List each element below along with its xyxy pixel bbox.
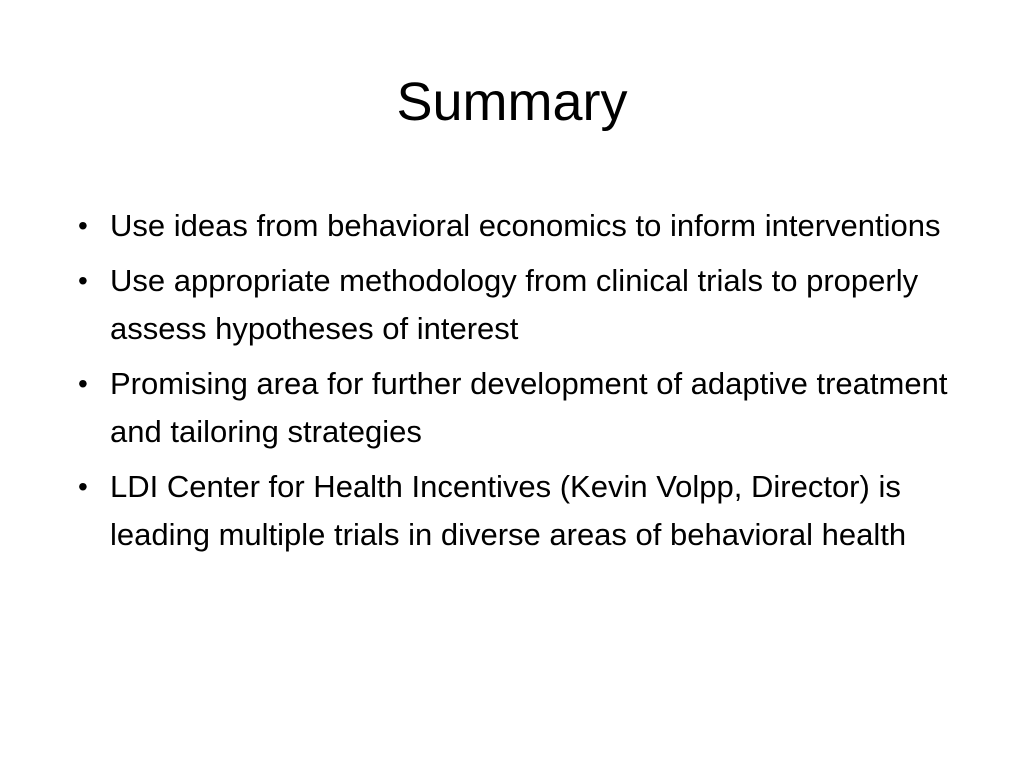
bullet-list (78, 202, 978, 566)
slide-title: Summary (396, 72, 628, 132)
bullet-text: Use ideas from behavioral economics to inform interventions (110, 208, 941, 243)
bullet-item (78, 360, 978, 456)
bullet-text: LDI Center for Health Incentives (Kevin Volpp, Director) is leading multiple trials in diverse areas of behavioral health (110, 469, 907, 552)
bullet-item (78, 202, 978, 250)
bullet-item (78, 463, 978, 559)
bullet-icon: • (78, 368, 88, 399)
bullet-icon: • (78, 210, 88, 241)
bullet-item (78, 257, 978, 353)
bullet-icon: • (78, 471, 88, 502)
bullet-text: Use appropriate methodology from clinical trials to properly assess hypotheses of interest (110, 263, 919, 346)
bullet-icon: • (78, 265, 88, 296)
bullet-text: Promising area for further development of adaptive treatment and tailoring strategies (110, 366, 948, 449)
